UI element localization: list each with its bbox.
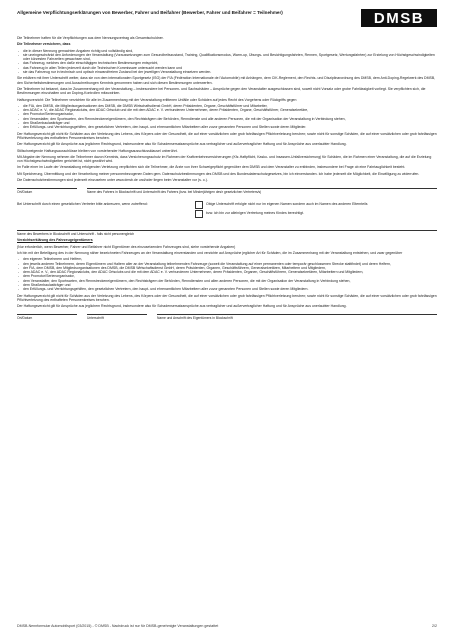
paragraph: Der Haftungsverzicht gilt nicht für Schäden aus der Verletzung des Lebens, des Körpers oder der Gesundheit, die auf einer vorsätzlichen oder grob fahrlässigen Pflichtverletzung beruhen; sowie nicht für sonstige Schäden, die auf einer vorsätzlichen oder grob fahrlässigen Pflichtverletzung des enthafteten Personenkreises beruhen. [17, 293, 437, 302]
list-item: - das Fahrzeug in allen Teilen jederzeit durch die Technischen Kommissare untersucht werden kann und [23, 66, 437, 70]
checkbox[interactable] [195, 210, 203, 218]
intro-text: Die Teilnehmer haften für die Verpflichtungen aus dem Nennungsvertrag als Gesamtschuldner. [17, 36, 164, 40]
driver-signature-field[interactable]: Name des Fahrers in Blockschrift und Unterschrift des Fahrers (bzw. bei Minderjährigen des/r gesetzlichen Vertreters/s) [87, 188, 437, 194]
paragraph: Haftungsverzicht: Die Teilnehmer verzichten für alle im Zusammenhang mit der Veranstaltung erlittenen Unfälle oder Schäden auf jedes Recht des Vorgehens oder Rückgriffs gegen [17, 97, 297, 102]
list-item: - sie das Fahrzeug nur in technisch und optisch einwandfreiem Zustand bei der jeweiligen Veranstaltung einsetzen werden. [23, 70, 437, 74]
list-item: - dem Veranstalter, den Sportwarten, den Rennstreckeneigentümern, den Rechtsträgern der Behörden, Renndiensten und allen anderen Personen, die mit der Organisation der Veranstaltung in Verbindung stehen, [23, 279, 437, 283]
document-title: Allgemeine Verpflichtungserklärungen von Bewerber, Fahrer und Beifahrer (Bewerber, Fahrer und Beifahrer = Teilnehmer) [17, 10, 283, 15]
list-item: - den jeweils anderen Teilnehmern, deren Eigentümern und Haltern aller an der Veranstaltung teilnehmenden Fahrzeuge (soweit die Veranstaltung auf einer permanenten oder temporär geschlossenen Strecke stattfindet) und deren Helfern, [23, 262, 437, 266]
owner-waiver-list [17, 257, 437, 291]
list-item: - den Promotor/Serienorganisator, [23, 112, 437, 116]
owner-name-field[interactable]: Name und Anschrift des Eigentümers in Blockschrift [157, 314, 437, 320]
option-label: bzw. ich bin zur alleinigen Vertretung meines Kindes berechtigt. [206, 211, 305, 216]
option-label: Obige Unterschrift erfolgte nicht nur im eigenen Namen sondern auch im Namen des anderen Elternteils [206, 202, 368, 207]
assurance-list [17, 49, 437, 75]
entrant-signature-field[interactable]: Name des Bewerbers in Blockschrift und Unterschrift - falls nicht personengleich [17, 230, 437, 236]
paragraph: Die Datenschutzbestimmungen sind jederzeit einzusehen unter www.dmsb.de und/oder liegen beim Veranstalter vor (s. o.). [17, 178, 208, 183]
paragraph: Im Falle einer im Laufe der Veranstaltung erfolgenden Verletzung verpflichten sich die Teilnehmer, die Ärzte von ihrer Schweigepflicht gegenüber dem DMSB und dem Veranstalter zu entbinden, insbesondere bei Frage ob eine Fahrtauglichkeit besteht. [17, 165, 406, 170]
option-both-parents[interactable] [195, 202, 437, 209]
list-item: - die FIA, den DMSB, die Mitgliedsorganisationen des DMSB, die DMSB Wirtschaftsdienst GmbH, deren Präsidenten, Organe, Geschäftsführer und Mitarbeiter, [23, 104, 437, 108]
list-item: - den Erfüllungs- und Verrichtungsgehilfen, den gesetzlichen Vertretern, den haupt- und ehrenamtlichen Mitarbeitern aller zuvor genannten Personen und Stellen sowie deren Mitglieder. [23, 125, 437, 129]
list-item: - den Straßenbaulastträger und [23, 121, 437, 125]
paragraph: Der Haftungsverzicht gilt für Ansprüche aus jeglichem Rechtsgrund, insbesondere also für Schadensersatzansprüche aus vertraglicher und außervertraglicher Haftung und für Ansprüche aus unerlaubter Handlung. [17, 142, 347, 147]
document-page [17, 10, 437, 320]
paragraph: Mit Abgabe der Nennung nehmen die Teilnehmer davon Kenntnis, dass Versicherungsschutz im Rahmen der Kraftverkehrsversicherungen (Kfz-Haftpflicht, Kasko- und Insassen-Unfallversicherung) für Schäden, die im Rahmen einer Veranstaltung, die auf die Erzielung von Höchstgeschwindigkeiten gerichtet ist, nicht gewährt wird. [17, 154, 432, 164]
guardian-options [195, 202, 437, 220]
option-sole-guardian[interactable] [195, 211, 437, 218]
list-item: - den ADAC e. V., die ADAC Regionalclubs, den ADAC Ortsclub und die mit dem ADAC e. V. verbundenen Unternehmen, deren Präsidenten, Organe, Geschäftsführer, Generalsekretäre, [23, 108, 437, 112]
page-number: 2/2 [432, 624, 437, 628]
paragraph: Sie erklären mit ihrer Unterschrift weiter, dass sie von dem internationalen Sportgesetz (ISG) der FIA (Fédération Internationale de l'Automobile) mit Anhängen, dem CIK-Reglement, den Rechts- und Disziplinarordnung des DMSB, dem Anti-Doping-Regelwerk des DMSB, den Sicherheitsbestimmungen und Ausschreibungen Kenntnis genommen haben und sich diesen Bestimmungen unterwerfen. [17, 76, 436, 85]
list-item: - die in dieser Nennung gemachten Angaben richtig und vollständig sind, [23, 49, 437, 53]
list-item: - den Erfüllungs- und Verrichtungsgehilfen, den gesetzlichen Vertretern, den haupt- und ehrenamtlichen Mitarbeitern aller zuvor genannten Personen und Stellen sowie deren Mitgliedern. [23, 287, 437, 291]
list-item: - der FIA, dem DMSB, den Mitgliedsorganisationen des DMSB, die DMSB Wirtschaftsdienst GmbH, deren Präsidenten, Organen, Geschäftsführern, Generalsekretären, Mitarbeitern und Mitgliedern, [23, 266, 437, 270]
guardian-choice [17, 202, 437, 220]
paragraph: Die Teilnehmer ist bekannt, dass im Zusammenhang mit der Veranstaltung – insbesondere bei Personen- und Sachschäden – Ansprüche gegen den Veranstalter ausgeschlossen sind, soweit nicht Vorsatz oder grobe Fahrlässigkeit vorliegt. Sie verpflichten sich, die Bestimmungen einzuhalten und an Doping-Kontrollen mitzuwirken. [17, 86, 426, 96]
list-item: - dem Straßenbaulastträger und [23, 283, 437, 287]
list-item: - dem Promotor/Serienorganisator, [23, 274, 437, 278]
paragraph: Der Haftungsverzicht gilt für Ansprüche aus jeglichem Rechtsgrund, insbesondere also für Schadensersatzansprüche aus vertraglicher und außervertraglicher Haftung und für Ansprüche aus unerlaubter Handlung. [17, 304, 347, 309]
owner-ort-datum-field[interactable]: Ort/Datum [17, 314, 77, 320]
list-item: - den eigenen Teilnehmern und Helfern, [23, 257, 437, 261]
list-item: - das Fahrzeug, welches den dafür einschlägigen technischen Bestimmungen entspricht, [23, 61, 437, 65]
paragraph: Mit Speicherung, Übermittlung und der Verarbeitung meiner personenbezogenen Daten gem. Datenschutzbestimmungen des DMSB und des Bundesdatenschutzgesetzes, bin ich einverstanden. Ich habe jederzeit die Möglichkeit, die Einwilligung zu widerrufen. [17, 171, 420, 176]
ort-datum-field[interactable]: Ort/Datum [17, 188, 77, 194]
footer-text: DMSB-Nennformular Automobilsport (03/2015) - © DMSB - Nachdruck ist nur für DMSB-genehmigte Veranstaltungen gestattet [17, 624, 219, 628]
waiver-list [17, 104, 437, 130]
header [17, 10, 437, 36]
section-heading: Die Teilnehmer versichern, dass [17, 42, 71, 47]
list-item: - sie uneingeschränkt den Anforderungen der Veranstaltung (Voraussetzungen zum Gesundheitszustand, Training, Qualifikationsmodus, Warm-up, Übungs- und Besichtigungsfahrten, Rennen, Sportgesetz, Wertungsfahrten) zur Erzielung von Höchstgeschwindigkeiten oder kürzesten Fahrzeiten gewachsen sind, [23, 53, 437, 62]
paragraph: Der Haftungsverzicht gilt nicht für Schäden aus der Verletzung des Lebens, des Körpers oder der Gesundheit, die auf einer vorsätzlichen oder grob fahrlässigen Pflichtverletzung beruhen; sowie nicht für sonstige Schäden, die auf einer vorsätzlichen oder grob fahrlässigen Pflichtverletzung des enthafteten Personenkreises beruhen. [17, 131, 437, 140]
owner-text: Ich bin mit der Beteiligung des in der Nennung näher bezeichneten Fahrzeuges an der Veranstaltung einverstanden und verzichte auf Ansprüche jeglicher Art für Schäden, die im Zusammenhang mit der Veranstaltung entstehen, und zwar gegenüber [17, 250, 403, 255]
page-footer [17, 624, 437, 628]
owner-signature-field[interactable]: Unterschrift [87, 314, 147, 320]
owner-intro: (Nur erforderlich, wenn Bewerber, Fahrer und Beifahrer nicht Eigentümer des einzusetzenden Fahrzeuges sind, siehe vorstehende Angaben) [17, 244, 236, 249]
guardian-label: Bei Unterschrift durch einen gesetzlichen Vertreter bitte ankreuzen, wenn zutreffend: [17, 202, 148, 207]
paragraph: Stillschweigende Haftungsausschlüsse bleiben von vorstehender Haftungsausschlussklausel unberührt. [17, 148, 178, 153]
list-item: - dem ADAC e. V., den ADAC Regionalclubs, den ADAC Ortsclubs und die mit dem ADAC e. V. verbundenen Unternehmen, deren Präsidenten, Organen, Geschäftsführern, Generalsekretären, Mitarbeitern und Mitgliedern, [23, 270, 437, 274]
owner-heading: Verzichtserklärung des Fahrzeugeigentümers [17, 238, 93, 243]
list-item: - den Veranstalter, den Sportwarten, den Rennstreckeneigentümern, den Rechtsträgern der Behörden, Renndienste und alle anderen Personen, die mit der Organisation der Veranstaltung in Verbindung stehen, [23, 117, 437, 121]
declarations-section [17, 36, 437, 320]
checkbox[interactable] [195, 201, 203, 209]
signature-row [17, 188, 437, 194]
dmsb-logo: DMSB [361, 9, 437, 27]
owner-signature-row [17, 314, 437, 320]
